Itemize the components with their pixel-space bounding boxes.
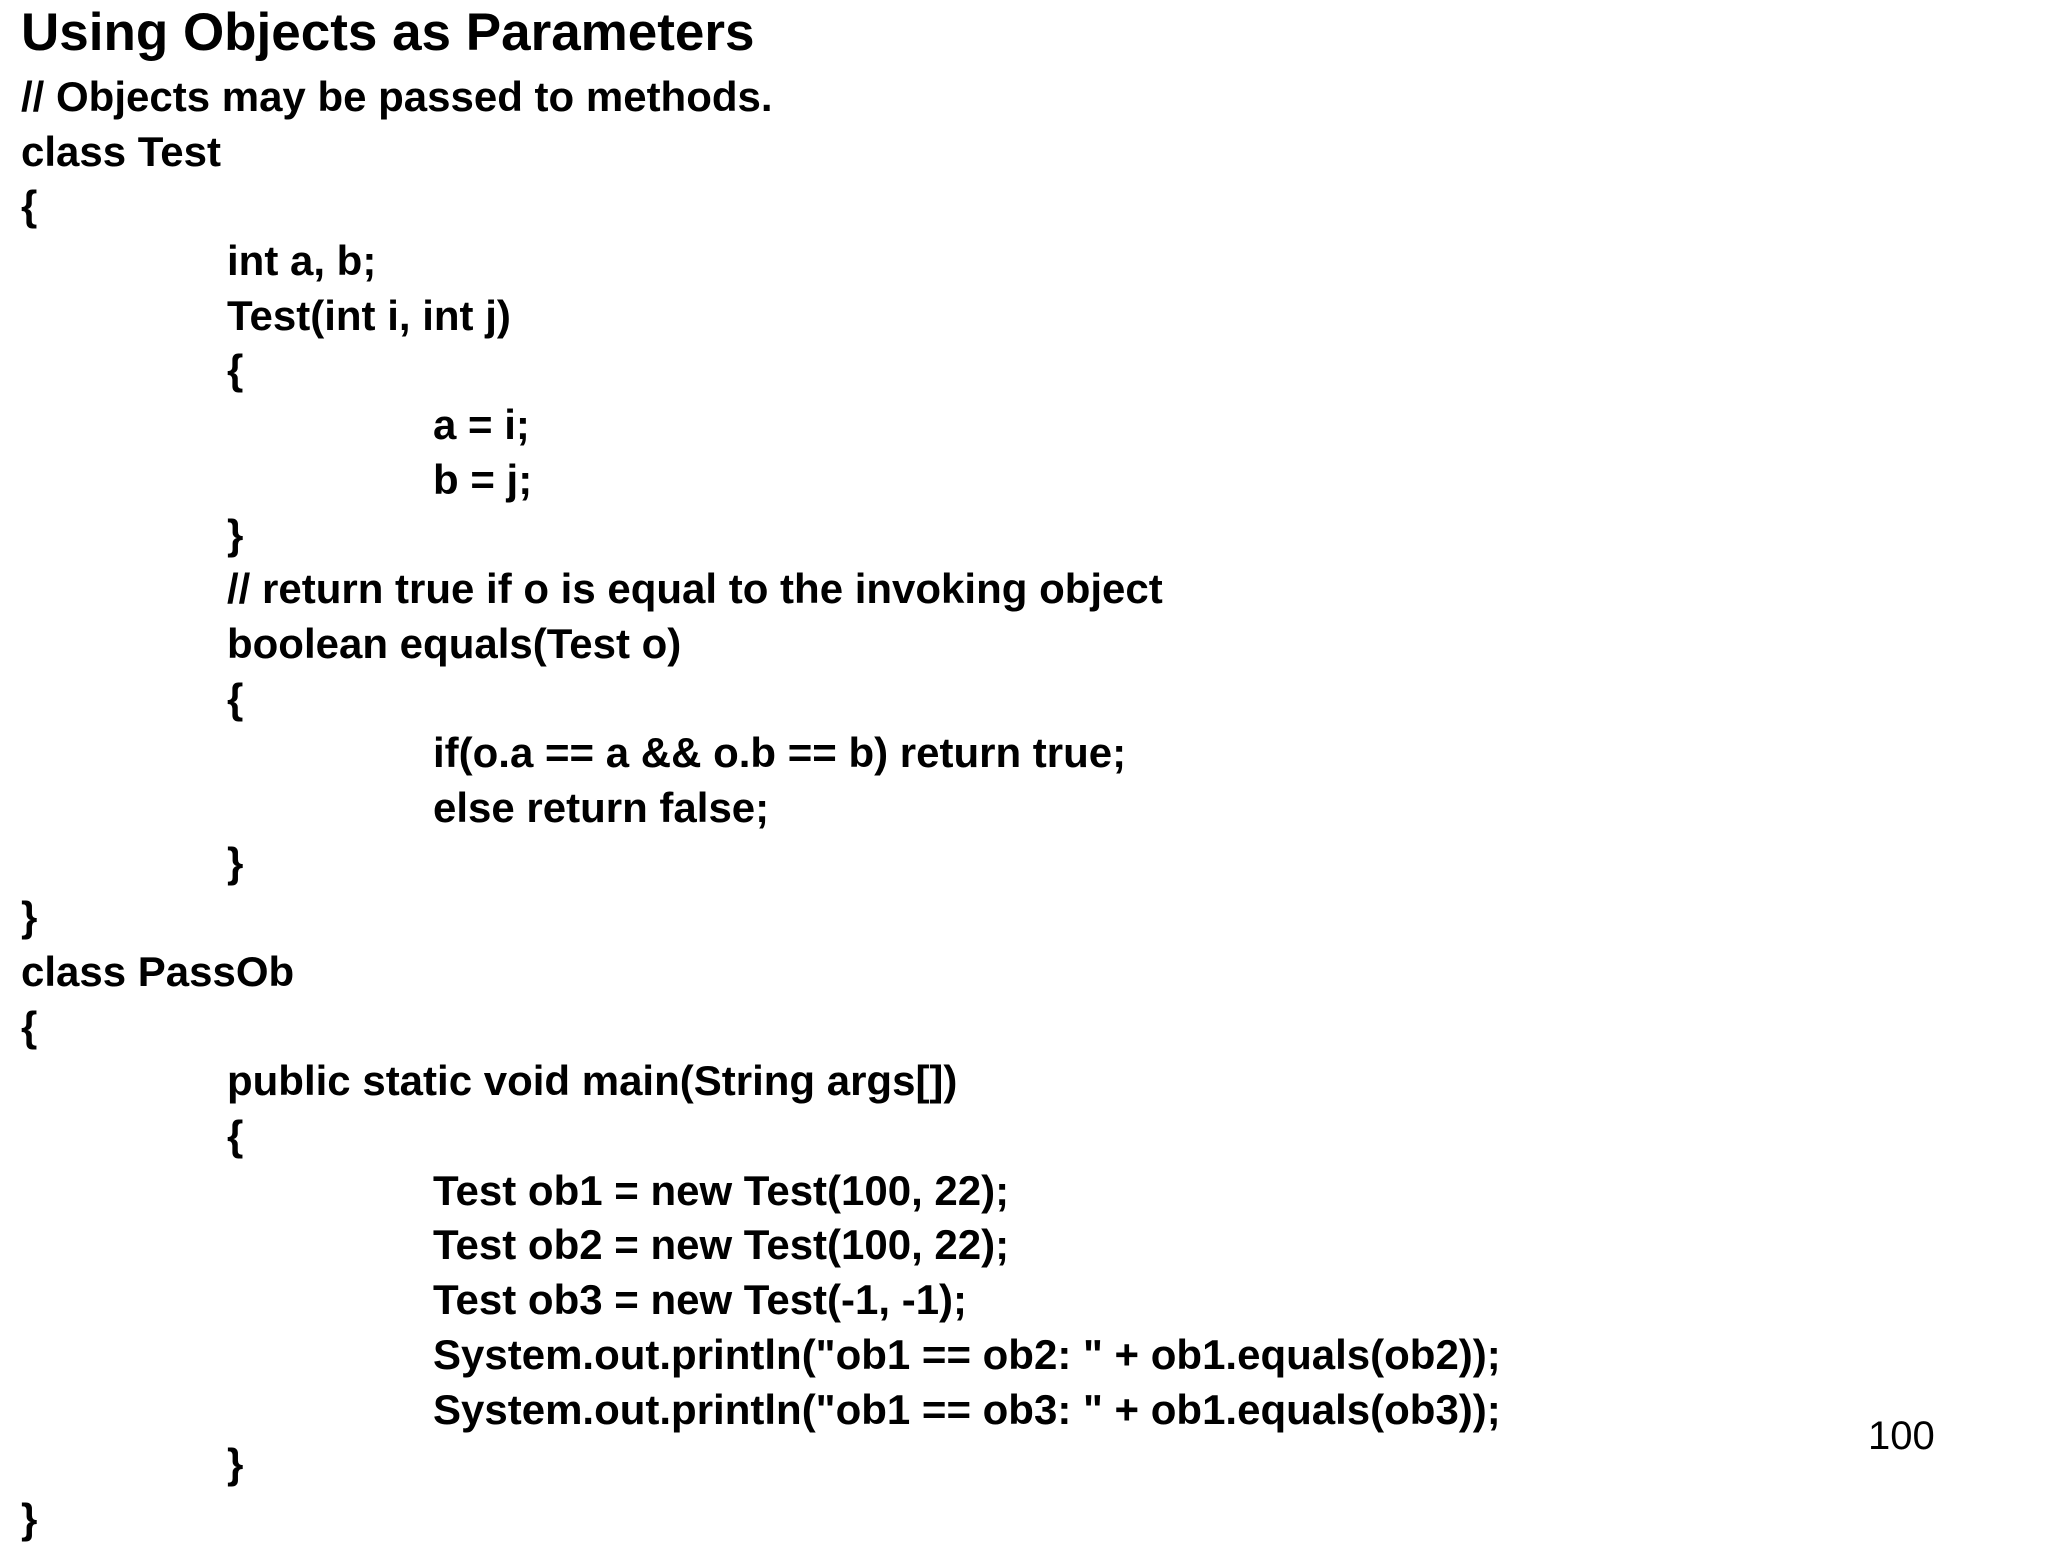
code-line: if(o.a == a && o.b == b) return true; xyxy=(433,729,1127,777)
slide-title: Using Objects as Parameters xyxy=(21,3,755,62)
code-line: { xyxy=(227,674,244,722)
code-line: Test ob1 = new Test(100, 22); xyxy=(433,1166,1010,1214)
code-line: else return false; xyxy=(433,783,770,831)
code-line: a = i; xyxy=(433,401,530,449)
code-line: // Objects may be passed to methods. xyxy=(21,73,773,120)
code-line: boolean equals(Test o) xyxy=(227,619,682,667)
code-line: public static void main(String args[]) xyxy=(227,1057,958,1105)
code-line: Test(int i, int j) xyxy=(227,291,511,339)
code-line: } xyxy=(227,510,244,558)
code-line: Test ob2 = new Test(100, 22); xyxy=(433,1221,1010,1269)
page-number: 100 xyxy=(1868,1414,1935,1458)
code-line: b = j; xyxy=(433,455,533,503)
code-line: { xyxy=(21,182,38,230)
code-line: class PassOb xyxy=(21,948,295,995)
code-line: } xyxy=(227,838,244,886)
code-line: Test ob3 = new Test(-1, -1); xyxy=(433,1276,968,1324)
code-line: System.out.println("ob1 == ob2: " + ob1.equals(ob2)); xyxy=(433,1330,1501,1378)
code-line: } xyxy=(21,893,38,941)
code-line: { xyxy=(21,1002,38,1050)
code-line: // return true if o is equal to the invoking object xyxy=(227,565,1163,613)
code-line: System.out.println("ob1 == ob3: " + ob1.equals(ob3)); xyxy=(433,1385,1501,1433)
code-line: { xyxy=(227,346,244,394)
code-block xyxy=(21,70,1501,1547)
code-line: class Test xyxy=(21,127,222,175)
code-line: } xyxy=(227,1440,244,1488)
code-line: { xyxy=(227,1112,244,1160)
code-line: int a, b; xyxy=(227,237,377,285)
code-line: } xyxy=(21,1494,38,1542)
